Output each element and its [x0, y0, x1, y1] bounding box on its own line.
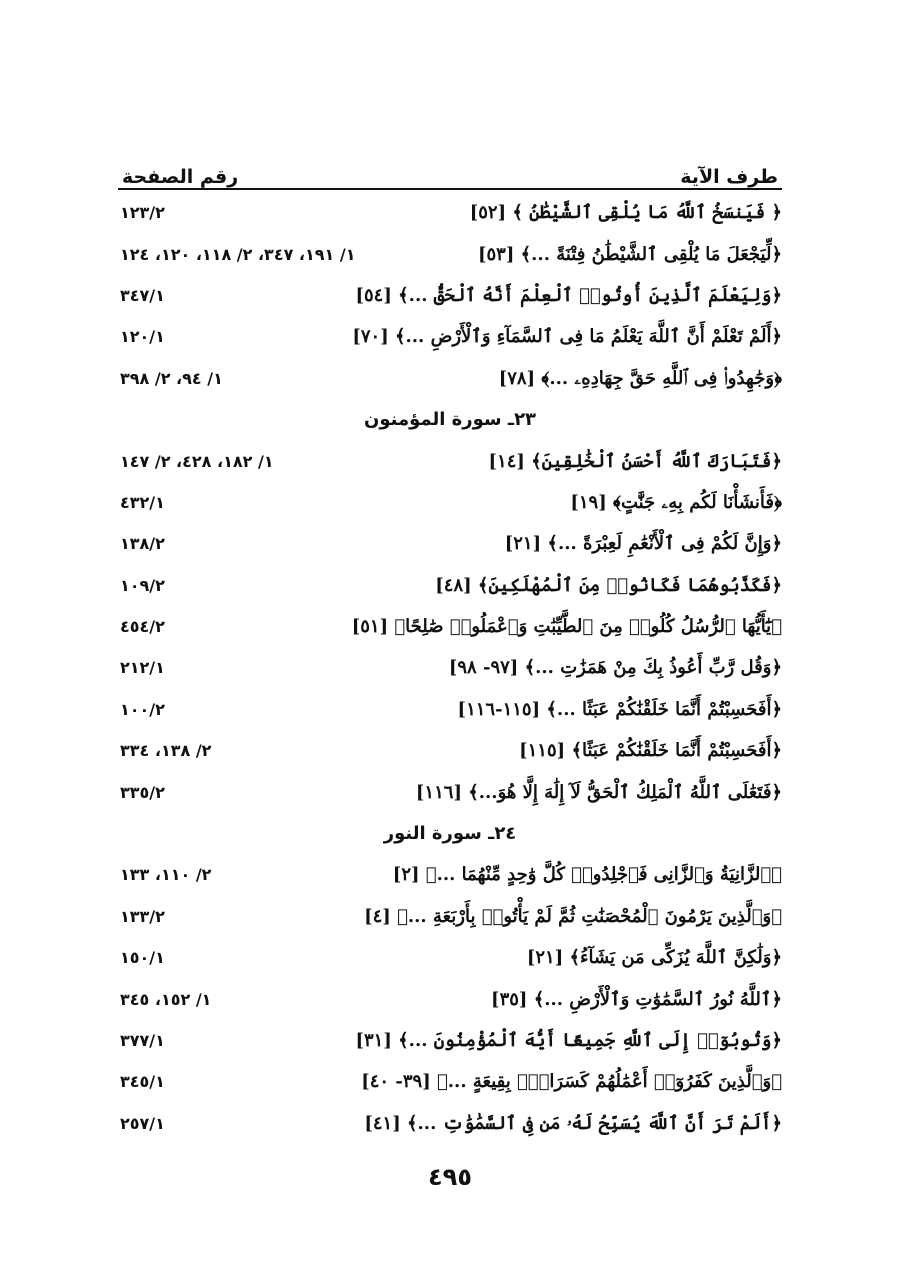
page-references: ١٥٠/١: [120, 948, 165, 968]
verse-excerpt: ﴿أَفَحَسِبْتُمْ أَنَّمَا خَلَقْنَٰكُمْ عَبَثًا ...﴾ [١١٥-١١٦]: [457, 698, 782, 720]
verse-excerpt: ﴿وَتُوبُوٓا۟ إِلَى ٱللَّهِ جَمِيعًا أَيُّهَ ٱلْمُؤْمِنُونَ ...﴾ [٣١]: [355, 1030, 782, 1051]
index-row: [118, 978, 782, 1019]
index-row: [118, 771, 782, 812]
page-references: ١٣٣/٢: [120, 906, 165, 926]
page-references: ٢/ ١١٠، ١٣٣: [120, 865, 212, 885]
page-references: ٤٣٢/١: [120, 492, 165, 512]
index-row: [118, 523, 782, 564]
index-row: [118, 896, 782, 937]
verse-excerpt: ﴿فَتَبَارَكَ ٱللَّهُ أَحْسَنُ ٱلْخَٰلِقِينَ﴾ [١٤]: [488, 450, 782, 472]
page-references: ١/ ٩٤، ٢/ ٣٩٨: [120, 368, 223, 388]
verse-excerpt: ﴿ٱللَّهُ نُورُ ٱلسَّمَٰوَٰتِ وَٱلْأَرْضِ ...﴾ [٣٥]: [491, 988, 782, 1010]
index-row: [118, 440, 782, 481]
verse-excerpt: ﴿وَٱلَّذِينَ يَرْمُونَ ٱلْمُحْصَنَٰتِ ثُمَّ لَمْ يَأْتُوا۟ بِأَرْبَعَةِ ...﴾ [٤]: [364, 905, 782, 927]
index-row: [118, 565, 782, 606]
page-references: ٣٤٥/١: [120, 1072, 165, 1092]
index-row: [118, 482, 782, 523]
index-row: [118, 854, 782, 895]
index-row: [118, 606, 782, 647]
verse-excerpt: ﴿ فَيَنسَخُ ٱللَّهُ مَا يُلْقِى ٱلشَّيْطَٰنُ ﴾ [٥٢]: [469, 202, 782, 224]
page-references: ١٣٨/٢: [120, 534, 165, 554]
index-row: [118, 689, 782, 730]
index-row: [118, 1020, 782, 1061]
verse-excerpt: ﴿وَقُل رَّبِّ أَعُوذُ بِكَ مِنْ هَمَزَٰتِ ...﴾ [٩٧- ٩٨]: [448, 657, 782, 679]
verse-excerpt: ﴿فَتَعَٰلَى ٱللَّهُ ٱلْمَلِكُ ٱلْحَقُّ لَآ إِلَٰهَ إِلَّا هُوَ...﴾ [١١٦]: [415, 781, 782, 803]
index-row: [118, 1103, 782, 1144]
verse-excerpt: ﴿أَفَحَسِبْتُمْ أَنَّمَا خَلَقْنَٰكُمْ عَبَثًا﴾ [١١٥]: [519, 740, 782, 762]
verse-excerpt: ﴿أَلَمْ تَرَ أَنَّ ٱللَّهَ يُسَبِّحُ لَهُۥ مَن فِى ٱلسَّمَٰوَٰتِ ...﴾ [٤١]: [364, 1112, 782, 1134]
page-references: ٢٥٧/١: [120, 1113, 165, 1133]
page-references: ١٢٠/١: [120, 327, 165, 347]
verse-excerpt: ﴿فَأَنشَأْنَا لَكُم بِهِۦ جَنَّٰتٍ﴾ [١٩]: [570, 491, 782, 513]
index-row: [118, 730, 782, 771]
page-references: ٣٤٧/١: [120, 285, 165, 305]
page-references: ١٠٩/٢: [120, 575, 165, 595]
page-references: ٢/ ١٣٨، ٣٣٤: [120, 741, 212, 761]
verse-excerpt: ﴿ٱلزَّانِيَةُ وَٱلزَّانِى فَٱجْلِدُوا۟ كُلَّ وَٰحِدٍ مِّنْهُمَا ...﴾ [٢]: [392, 864, 782, 886]
page-references: ٢١٢/١: [120, 658, 165, 678]
verse-column-heading: طرف الآية: [680, 166, 778, 188]
page-number: ٤٩٥: [428, 1163, 472, 1191]
page-references: ٣٧٧/١: [120, 1031, 165, 1050]
verse-excerpt: ﴿وَلَٰكِنَّ ٱللَّهَ يُزَكِّى مَن يَشَآءُ﴾ [٢١]: [526, 947, 782, 969]
index-row: [118, 647, 782, 688]
index-row: [118, 937, 782, 978]
page-references: ١٢٣/٢: [120, 203, 165, 223]
verse-excerpt: ﴿لِّيَجْعَلَ مَا يُلْقِى ٱلشَّيْطَٰنُ فِتْنَةً ...﴾ [٥٣]: [477, 243, 782, 265]
page-references: ١/ ١٨٢، ٤٢٨، ٢/ ١٤٧: [120, 451, 274, 471]
table-header: [118, 152, 782, 190]
page-references: ١/ ١٩١، ٣٤٧، ٢/ ١١٨، ١٢٠، ١٢٤: [120, 244, 356, 264]
page-column-heading: رقم الصفحة: [122, 166, 239, 188]
verse-excerpt: ﴿وَٱلَّذِينَ كَفَرُوٓا۟ أَعْمَٰلُهُمْ كَسَرَابٍۭ بِقِيعَةٍ ...﴾ [٣٩- ٤٠]: [361, 1071, 782, 1093]
verse-excerpt: ﴿وَلِيَعْلَمَ ٱلَّذِينَ أُوتُوا۟ ٱلْعِلْمَ أَنَّهُ ٱلْحَقُّ ...﴾ [٥٤]: [355, 284, 782, 306]
verse-excerpt: ﴿يَٰٓأَيُّهَا ٱلرُّسُلُ كُلُوا۟ مِنَ ٱلطَّيِّبَٰتِ وَٱعْمَلُوا۟ صَٰلِحًا﴾ [٥١]: [351, 616, 782, 638]
surah-heading: ٢٤ـ سورة النور: [383, 823, 517, 845]
index-row: [118, 192, 782, 233]
index-row: [118, 316, 782, 357]
verse-excerpt: ﴿وَإِنَّ لَكُمْ فِى ٱلْأَنْعَٰمِ لَعِبْرَةً ...﴾ [٢١]: [504, 533, 782, 555]
verse-excerpt: ﴿أَلَمْ تَعْلَمْ أَنَّ ٱللَّهَ يَعْلَمُ مَا فِى ٱلسَّمَآءِ وَٱلْأَرْضِ ...﴾ [٧٠]: [352, 326, 782, 348]
page-references: ١/ ١٥٢، ٣٤٥: [120, 989, 212, 1009]
index-rows: [118, 192, 782, 1144]
page-references: ١٠٠/٢: [120, 699, 165, 719]
index-row: [118, 1061, 782, 1102]
verse-excerpt: ﴿وَجَٰهِدُوا۟ فِى ٱللَّهِ حَقَّ جِهَادِهِۦ ...﴾ [٧٨]: [498, 367, 782, 389]
index-row: [118, 275, 782, 316]
page-references: ٤٥٤/٢: [120, 617, 165, 637]
page-references: ٣٣٥/٢: [120, 782, 165, 802]
index-page: [118, 152, 782, 1144]
verse-excerpt: ﴿فَكَذَّبُوهُمَا فَكَانُوا۟ مِنَ ٱلْمُهْلَكِينَ﴾ [٤٨]: [435, 574, 782, 596]
index-row: [118, 358, 782, 399]
surah-heading: ٢٣ـ سورة المؤمنون: [363, 409, 537, 431]
index-row: [118, 233, 782, 274]
